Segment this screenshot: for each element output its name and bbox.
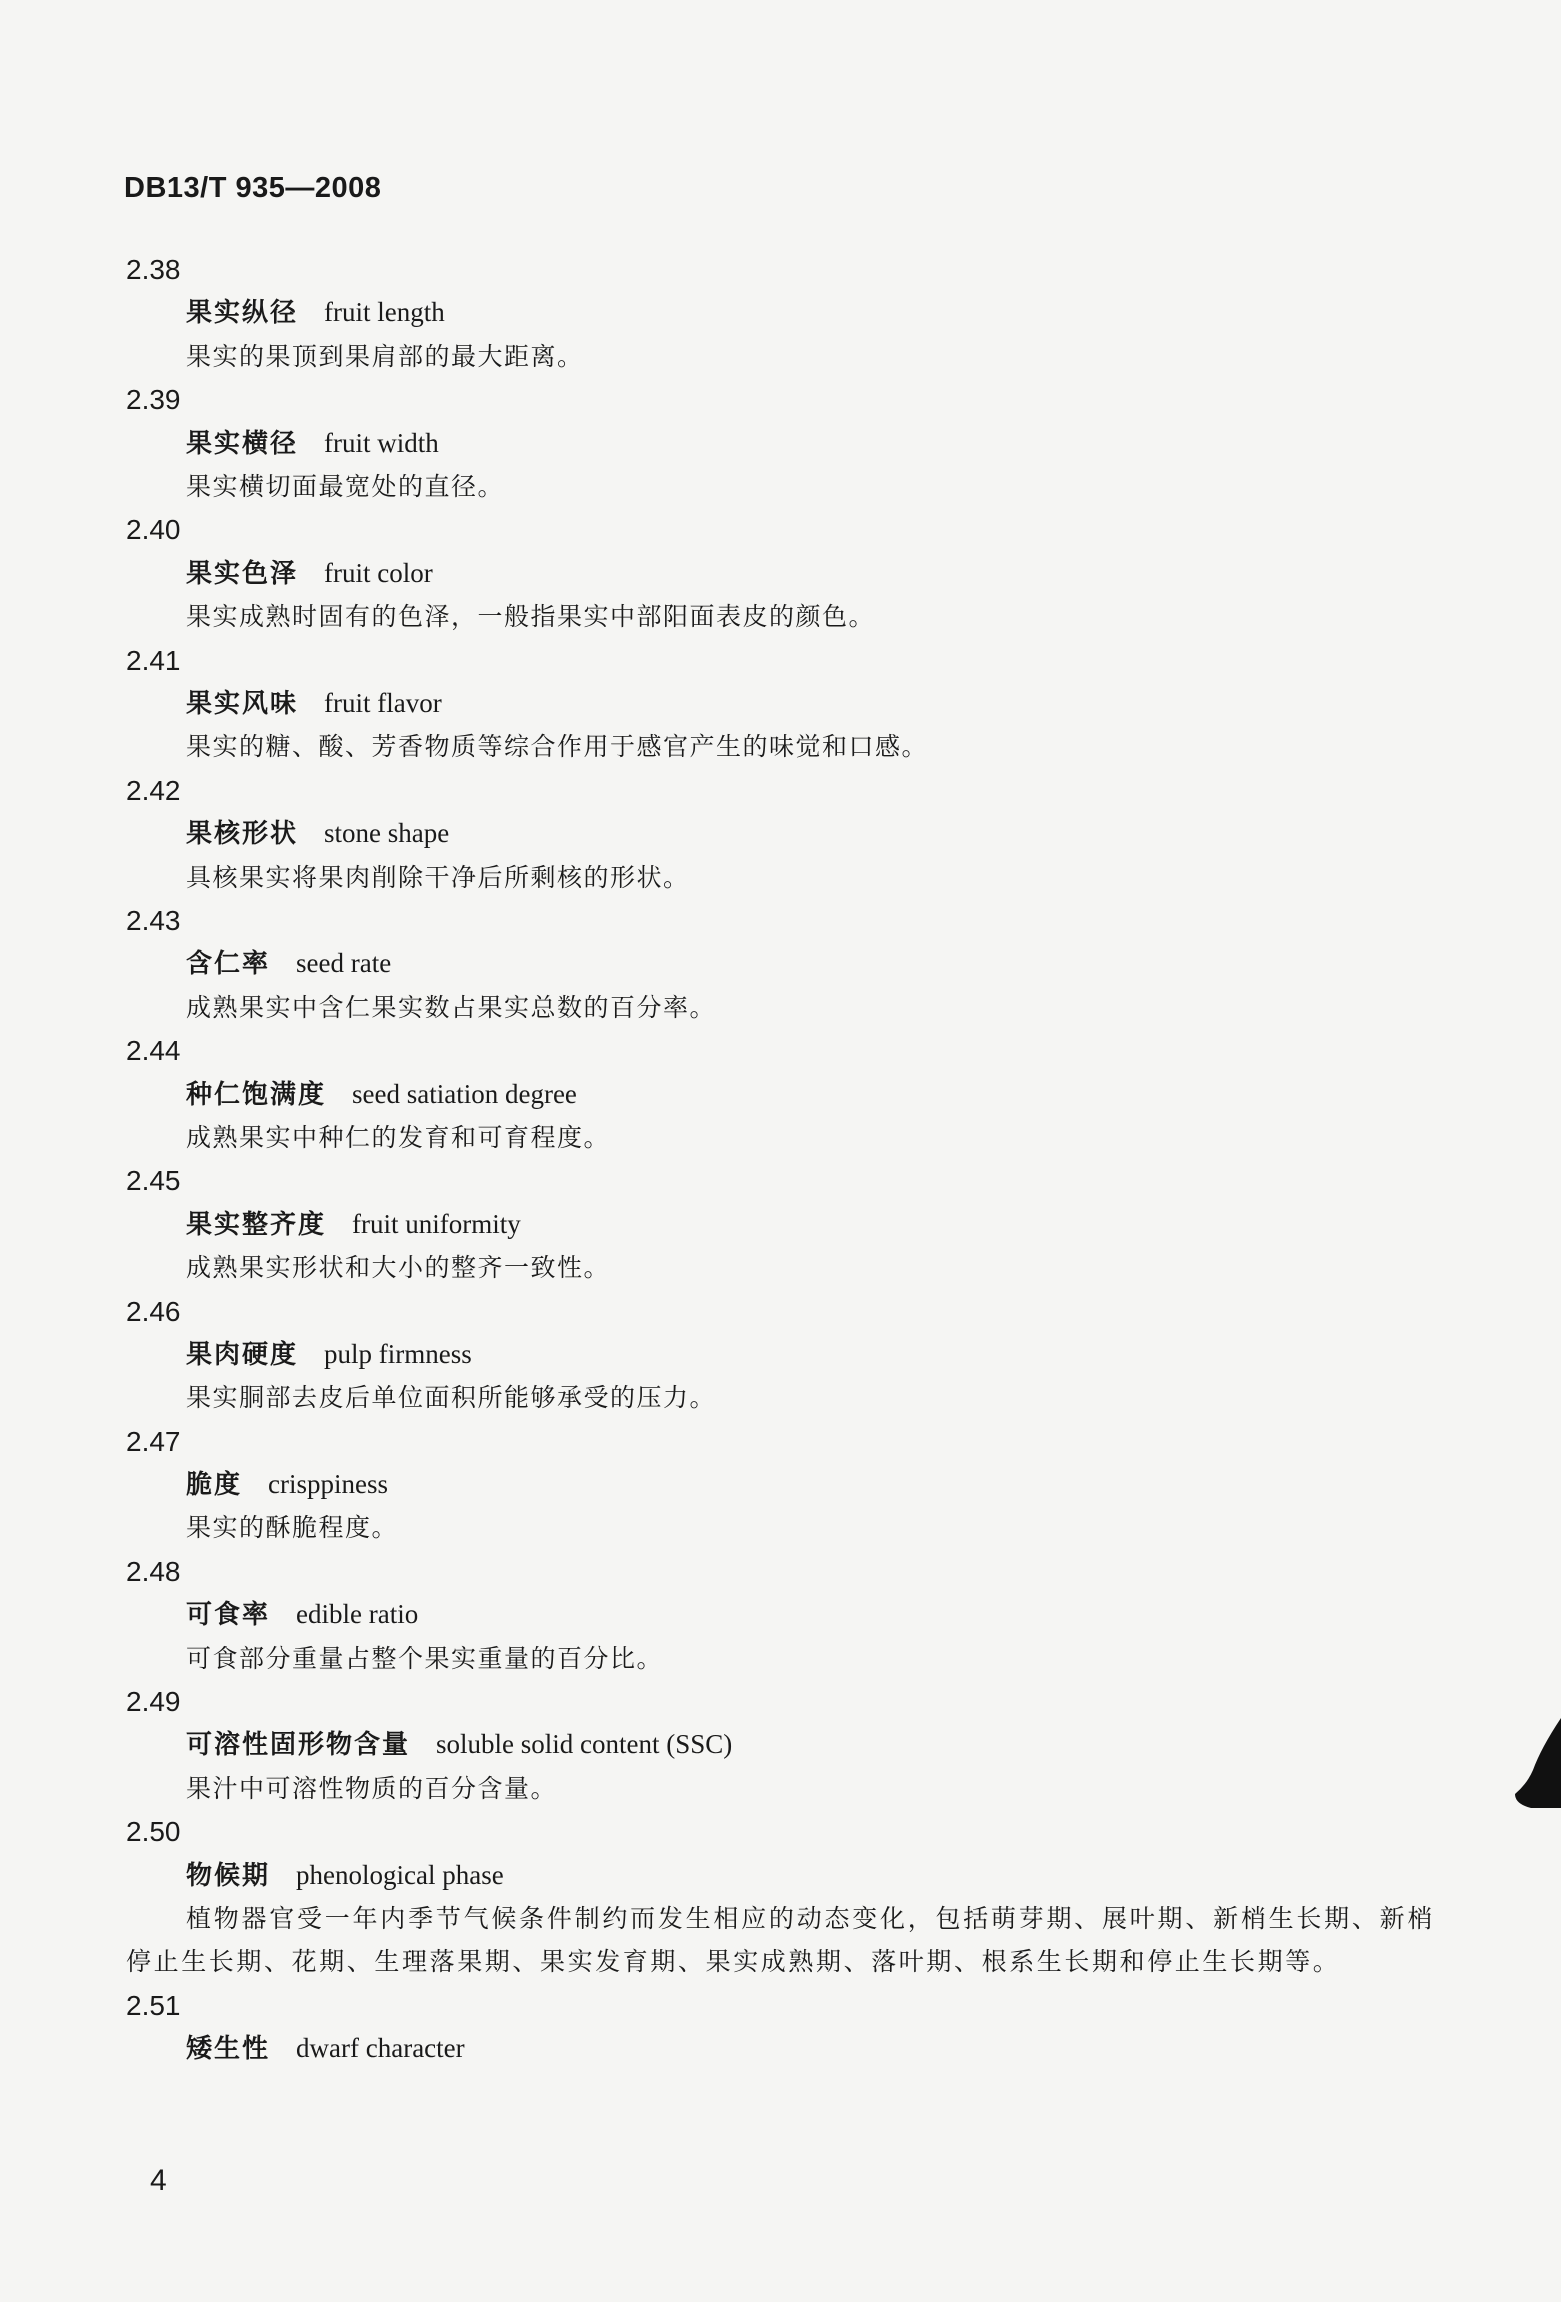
page-number: 4 [150, 2164, 167, 2197]
term-english: soluble solid content (SSC) [436, 1729, 733, 1760]
clause-number: 2.44 [126, 1035, 181, 1067]
term-entry [0, 1290, 1561, 1420]
term-definition: 果实的糖、酸、芳香物质等综合作用于感官产生的味觉和口感。 [186, 732, 929, 762]
term-definition: 果实的酥脆程度。 [186, 1513, 399, 1543]
term-line [186, 1463, 1561, 1506]
term-chinese: 脆度 [186, 1470, 243, 1501]
clause-number: 2.49 [126, 1686, 181, 1718]
term-english: dwarf character [296, 2033, 465, 2064]
term-line [186, 942, 1561, 985]
term-entry [0, 1420, 1561, 1550]
clause-number: 2.40 [126, 514, 181, 546]
term-line [186, 2027, 1561, 2070]
term-line [186, 682, 1561, 725]
clause-number: 2.41 [126, 644, 181, 676]
term-english: fruit flavor [324, 687, 442, 718]
term-english: fruit width [324, 427, 439, 458]
term-definition: 成熟果实形状和大小的整齐一致性。 [186, 1253, 611, 1283]
term-english: crisppiness [268, 1469, 388, 1500]
term-line [186, 291, 1561, 334]
term-chinese: 可食率 [186, 1600, 271, 1631]
term-chinese: 矮生性 [186, 2034, 271, 2065]
term-english: phenological phase [296, 1859, 504, 1890]
clause-number: 2.38 [126, 254, 181, 285]
term-chinese: 果实纵径 [186, 298, 299, 329]
term-entry [0, 1550, 1561, 1680]
term-entry [0, 769, 1561, 899]
clause-number: 2.47 [126, 1425, 181, 1457]
term-english: edible ratio [296, 1599, 419, 1630]
term-list [0, 248, 1561, 2071]
clause-number: 2.50 [126, 1816, 181, 1848]
term-definition: 果实胴部去皮后单位面积所能够承受的压力。 [186, 1383, 717, 1413]
clause-number: 2.45 [126, 1165, 181, 1197]
clause-number: 2.51 [126, 1989, 181, 2021]
term-chinese: 物候期 [186, 1860, 271, 1891]
term-line [186, 1333, 1561, 1376]
term-english: fruit length [324, 297, 445, 328]
term-line [186, 1593, 1561, 1636]
term-line [186, 1854, 1561, 1897]
scan-edge-mark [1511, 1718, 1561, 1808]
term-chinese: 含仁率 [186, 949, 271, 980]
term-entry [0, 1159, 1561, 1289]
term-definition: 植物器官受一年内季节气候条件制约而发生相应的动态变化，包括萌芽期、展叶期、新梢生长期、新梢停止生长期、花期、生理落果期、果实发育期、果实成熟期、落叶期、根系生长期和停止生长期等。 [126, 1904, 1435, 1977]
term-definition: 具核果实将果肉削除干净后所剩核的形状。 [186, 862, 690, 892]
term-chinese: 果实色泽 [186, 558, 299, 589]
term-definition: 成熟果实中种仁的发育和可育程度。 [186, 1122, 611, 1152]
term-chinese: 果肉硬度 [186, 1339, 299, 1370]
term-english: pulp firmness [324, 1338, 472, 1369]
term-definition: 果实成熟时固有的色泽，一般指果实中部阳面表皮的颜色。 [186, 602, 876, 632]
clause-number: 2.39 [126, 384, 181, 416]
term-chinese: 果实横径 [186, 428, 299, 459]
term-chinese: 可溶性固形物含量 [186, 1730, 411, 1761]
term-english: seed rate [296, 948, 392, 979]
term-line [186, 422, 1561, 465]
term-definition: 果实的果顶到果肩部的最大距离。 [186, 341, 584, 371]
term-entry [0, 1984, 1561, 2071]
term-entry [0, 378, 1561, 508]
term-definition: 果实横切面最宽处的直径。 [186, 471, 505, 501]
term-entry [0, 1680, 1561, 1810]
term-line [186, 552, 1561, 595]
term-english: stone shape [324, 818, 450, 849]
term-line [186, 1203, 1561, 1246]
term-line [186, 1723, 1561, 1766]
term-entry [0, 1029, 1561, 1159]
term-english: fruit uniformity [352, 1208, 521, 1239]
term-definition: 成熟果实中含仁果实数占果实总数的百分率。 [186, 992, 717, 1022]
term-entry [0, 639, 1561, 769]
clause-number: 2.43 [126, 904, 181, 936]
term-entry [0, 899, 1561, 1029]
term-line [186, 812, 1561, 855]
term-definition: 果汁中可溶性物质的百分含量。 [186, 1773, 558, 1803]
term-definition: 可食部分重量占整个果实重量的百分比。 [186, 1643, 664, 1673]
term-english: seed satiation degree [352, 1078, 577, 1109]
term-chinese: 果实整齐度 [186, 1209, 327, 1240]
term-chinese: 果实风味 [186, 688, 299, 719]
term-entry [0, 508, 1561, 638]
term-chinese: 果核形状 [186, 819, 299, 850]
document-id: DB13/T 935—2008 [124, 172, 382, 204]
clause-number: 2.48 [126, 1555, 181, 1587]
term-line [186, 1073, 1561, 1116]
clause-number: 2.42 [126, 774, 181, 806]
term-chinese: 种仁饱满度 [186, 1079, 327, 1110]
term-entry [0, 248, 1561, 378]
term-entry [0, 1810, 1561, 1984]
term-english: fruit color [324, 557, 433, 588]
clause-number: 2.46 [126, 1295, 181, 1327]
